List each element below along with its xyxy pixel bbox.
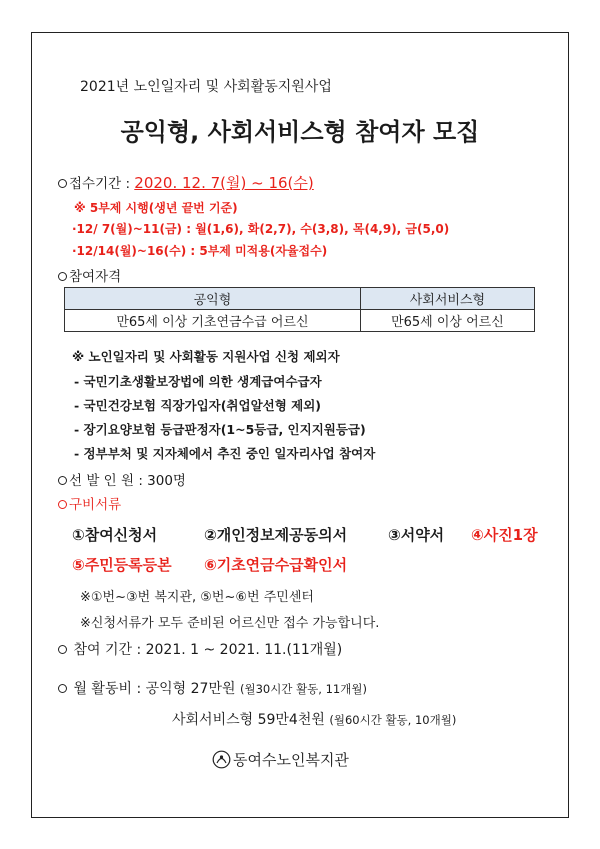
qualification-heading bbox=[58, 265, 121, 285]
exclusion-item: - 국민기초생활보장법에 의한 생계급여수급자 bbox=[74, 374, 322, 389]
allowance-note: (월30시간 활동, 11개월) bbox=[239, 682, 367, 696]
circle-bullet-icon bbox=[58, 500, 67, 509]
document-item: ⑤주민등록등본 bbox=[72, 556, 172, 574]
qualification-table bbox=[64, 287, 535, 332]
period-label: 접수기간 : bbox=[69, 176, 135, 192]
period-dates: 2020. 12. 7(월) ~ 16(수) bbox=[134, 174, 314, 192]
exclusion-item: - 국민건강보험 직장가입자(취업알선형 제외) bbox=[74, 398, 322, 413]
period-note: ※ 5부제 시행(생년 끝번 기준) bbox=[74, 201, 238, 215]
participation-line bbox=[58, 639, 342, 659]
exclusion-item: - 장기요양보험 등급판정자(1~5등급, 인지지원등급) bbox=[74, 422, 366, 437]
documents-heading bbox=[58, 493, 121, 513]
circle-bullet-icon bbox=[58, 684, 67, 693]
qualification-label: 참여자격 bbox=[69, 269, 122, 285]
allowance-note: (월60시간 활동, 10개월) bbox=[329, 713, 457, 727]
exclusion-item: - 정부부처 및 지자체에서 추진 중인 일자리사업 참여자 bbox=[74, 446, 376, 461]
circle-bullet-icon bbox=[58, 179, 67, 188]
document-item: ①참여신청서 bbox=[72, 526, 158, 544]
participation-period: 참여 기간 : 2021. 1 ~ 2021. 11.(11개월) bbox=[73, 642, 343, 658]
documents-label: 구비서류 bbox=[69, 497, 122, 513]
period-note: ·12/ 7(월)~11(금) : 월(1,6), 화(2,7), 수(3,8), 목(4,9), 금(5,0) bbox=[72, 222, 450, 236]
allowance-service-amount: 사회서비스형 59만4천원 bbox=[172, 712, 325, 728]
table-cell: 만65세 이상 기초연금수급 어르신 bbox=[65, 310, 361, 332]
page-title: 공익형, 사회서비스형 참여자 모집 bbox=[120, 118, 480, 146]
document-item: ⑥기초연금수급확인서 bbox=[204, 556, 348, 574]
document-item: ④사진1장 bbox=[471, 526, 538, 544]
document-item: ②개인정보제공동의서 bbox=[204, 526, 348, 544]
allowance-line bbox=[58, 678, 367, 698]
table-header-row bbox=[65, 288, 535, 310]
document-item: ③서약서 bbox=[388, 526, 445, 544]
selection-count: 선 발 인 원 : 300명 bbox=[69, 473, 186, 489]
documents-note: ※①번~③번 복지관, ⑤번~⑥번 주민센터 bbox=[80, 590, 314, 605]
selection-line bbox=[58, 469, 186, 489]
period-line bbox=[58, 172, 314, 193]
table-row bbox=[65, 310, 535, 332]
allowance-line-2 bbox=[172, 709, 456, 729]
circle-bullet-icon bbox=[58, 272, 67, 281]
table-cell: 만65세 이상 어르신 bbox=[360, 310, 534, 332]
allowance-label: 월 활동비 : 공익형 27만원 bbox=[73, 681, 236, 697]
organization-logo-icon bbox=[212, 750, 231, 769]
table-header-cell: 사회서비스형 bbox=[360, 288, 534, 310]
organization-name: 동여수노인복지관 bbox=[233, 751, 349, 769]
subtitle: 2021년 노인일자리 및 사회활동지원사업 bbox=[80, 79, 332, 95]
circle-bullet-icon bbox=[58, 645, 67, 654]
table-header-cell: 공익형 bbox=[65, 288, 361, 310]
circle-bullet-icon bbox=[58, 476, 67, 485]
period-note: ·12/14(월)~16(수) : 5부제 미적용(자율접수) bbox=[72, 244, 328, 258]
documents-note: ※신청서류가 모두 준비된 어르신만 접수 가능합니다. bbox=[80, 616, 380, 631]
organization-footer bbox=[212, 749, 349, 770]
exclusion-title: ※ 노인일자리 및 사회활동 지원사업 신청 제외자 bbox=[72, 349, 340, 364]
